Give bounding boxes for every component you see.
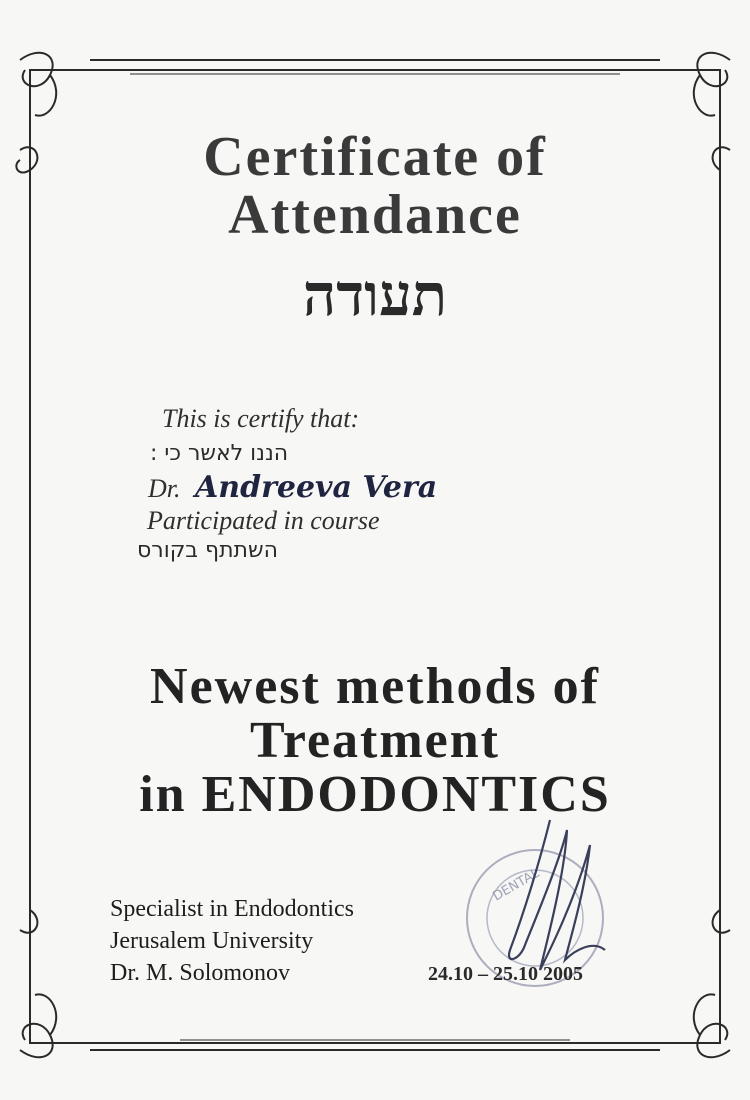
hebrew-participated-text: השתתף בקורס	[137, 538, 278, 563]
course-title	[0, 660, 750, 822]
certify-intro: This is certify that:	[162, 404, 360, 433]
course-line-2: Treatment	[250, 712, 500, 769]
issuer-line-2: Jerusalem University	[110, 928, 314, 954]
certificate-title	[0, 128, 750, 244]
signature-mark	[509, 820, 605, 970]
hebrew-certify-intro: הננו לאשר כי :	[150, 441, 289, 466]
issuer-line-1: Specialist in Endodontics	[110, 896, 354, 922]
participated-text: Participated in course	[147, 506, 380, 535]
course-line-3: in ENDODONTICS	[139, 766, 611, 823]
recipient-line	[148, 470, 437, 505]
stamp-text: DENTAL	[490, 865, 543, 905]
recipient-name: Andreeva Vera	[195, 470, 438, 505]
issuer-block	[110, 893, 354, 989]
course-dates: 24.10 – 25.10 2005	[428, 963, 583, 985]
course-line-1: Newest methods of	[150, 658, 600, 715]
title-line-1: Certificate of	[203, 126, 547, 188]
issuer-line-3: Dr. M. Solomonov	[110, 960, 291, 986]
recipient-prefix: Dr.	[148, 474, 181, 503]
title-line-2: Attendance	[228, 184, 522, 246]
corner-flourish-bl	[20, 910, 56, 1057]
hebrew-title: תעודה	[302, 263, 448, 328]
corner-flourish-br	[694, 910, 730, 1057]
